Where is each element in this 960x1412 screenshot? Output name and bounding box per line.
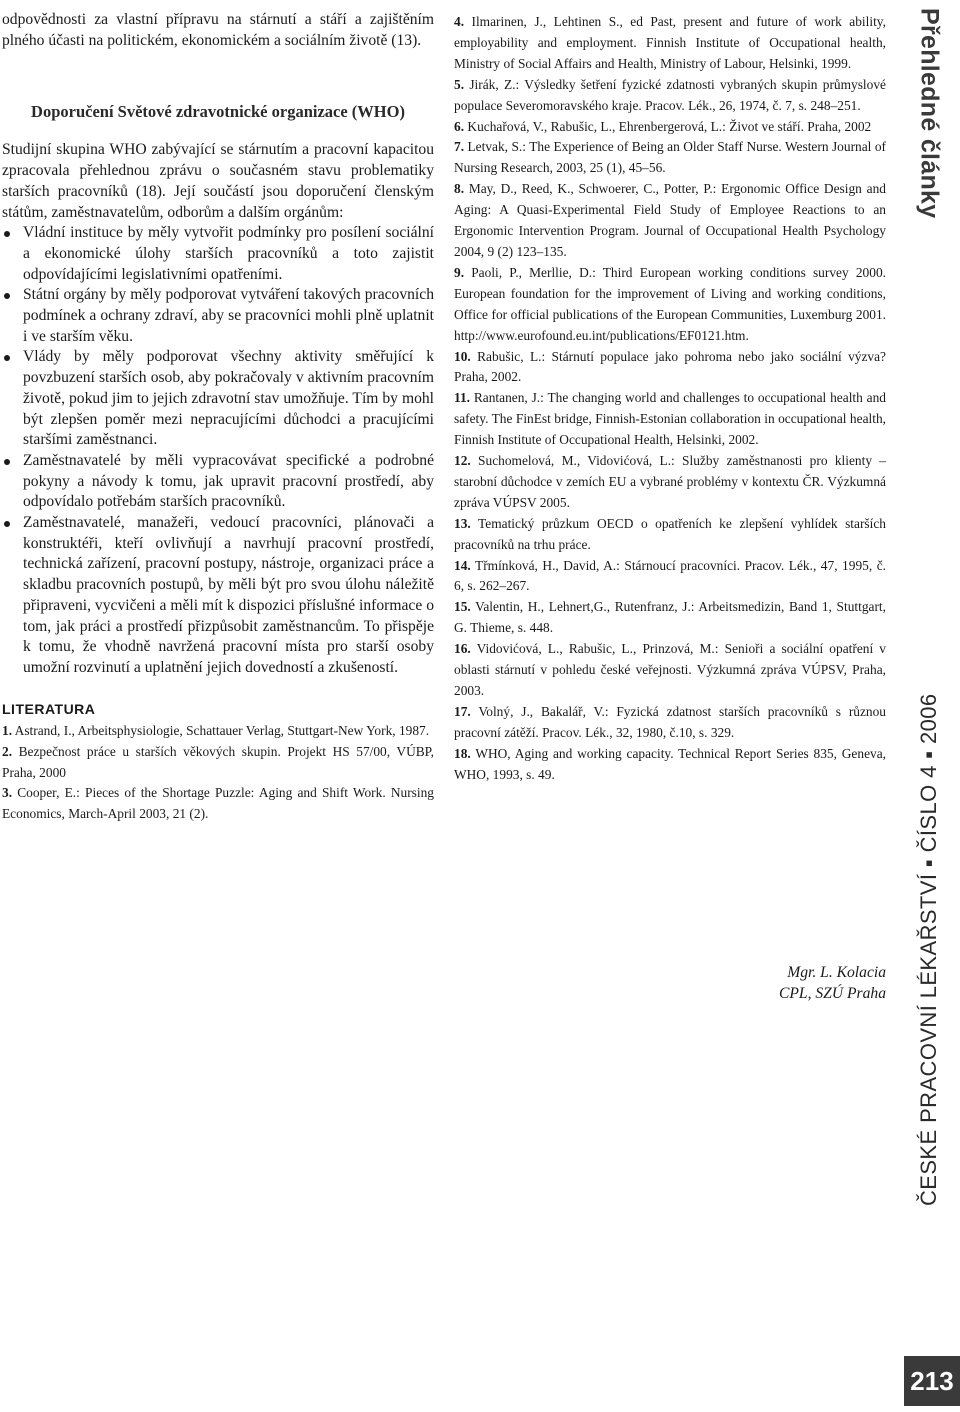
reference-number: 8. [454,181,465,197]
reference-number: 7. [454,139,465,155]
reference-item [454,597,886,639]
reference-item [2,742,434,784]
list-item [2,285,434,347]
reference-text: May, D., Reed, K., Schwoerer, C., Potter, P.: Ergonomic Office Design and Aging: A Quasi-Experimental Field Study of Employee Reactions to an Ergonomic Intervention Program. Journal of Occupational Health Psychology 2004, 9 (2) 123–135. [454,181,886,259]
reference-item [454,744,886,786]
reference-text: Bezpečnost práce u starších věkových skupin. Projekt HS 57/00, VÚBP, Praha, 2000 [2,743,434,780]
reference-item [454,179,886,263]
reference-number: 10. [454,348,471,364]
reference-item [454,347,886,389]
reference-item [2,783,434,825]
author-name: Mgr. L. Kolacia [787,964,886,981]
bullet-icon [4,521,10,527]
reference-item [454,514,886,556]
section-label-vertical: Přehledné články [915,8,944,219]
reference-text: Třmínková, H., David, A.: Stárnoucí pracovníci. Pracov. Lék., 47, 1995, č. 6, s. 262–267. [454,557,886,594]
reference-item [454,556,886,598]
list-item [2,451,434,513]
right-column [454,12,886,786]
reference-number: 12. [454,453,471,469]
who-paragraph: Studijní skupina WHO zabývající se stárnutím a pracovní kapacitou zpracovala přehlednou zprávu o současném stavu problematiky starších pracovníků (18). Její součástí jsou doporučení členským státům, zaměstnavatelům, odborům a dalším orgánům: [2,141,434,221]
bullet-icon [4,459,10,465]
list-item-text: Vlády by měly podporovat všechny aktivity směřující k povzbuzení starších osob, aby pokračovaly v aktivním pracovním životě, pokud jim to jejich zdravotní stav umožňuje. Tím by mohl být zlepšen poměr mezi nepracujícími důchodci a pracujícími staršími zaměstnanci. [23,348,434,449]
author-signature [454,962,886,1004]
reference-text: Kuchařová, V., Rabušic, L., Ehrenbergerová, L.: Život ve stáří. Praha, 2002 [467,118,872,134]
reference-number: 16. [454,641,471,657]
list-item [2,347,434,451]
reference-item [454,137,886,179]
reference-text: Jirák, Z.: Výsledky šetření fyzické zdatnosti vybraných skupin průmyslové populace Severomoravského kraje. Pracov. Lék., 26, 1974, č. 7, s. 248–251. [454,76,886,113]
reference-number: 2. [2,743,13,759]
reference-number: 17. [454,703,471,719]
reference-number: 1. [2,722,13,738]
reference-item [2,721,434,742]
list-item-text: Vládní instituce by měly vytvořit podmínky pro posílení sociální a ekonomické úlohy starších pracovníků a toto zajistit odpovídajícími legislativními opatřeními. [23,224,434,283]
reference-number: 5. [454,76,465,92]
reference-number: 3. [2,785,13,801]
list-item [2,513,434,679]
list-item-text: Státní orgány by měly podporovat vytváření takových pracovních podmínek a ochrany zdraví, aby se pracovníci mohli plně uplatnit i ve starším věku. [23,286,434,345]
list-item-text: Zaměstnavatelé, manažeři, vedoucí pracovníci, plánovači a konstruktéři, kteří ovlivňují a navrhují pracovní prostředí, technická zařízení, pracovní postupy, nástroje, organizaci práce a skladbu pracovních postupů, by měli být pro svou úlohu náležitě připraveni, vycvičeni a měli mít k dispozici příslušné informace o tom, jak práci a prostředí přizpůsobit zaměstnancům. To přispěje k tomu, že vhodně navržená pracovní místa pro starší osoby umožní rozvinutí a uplatnění jejich dovedností a zkušeností. [23,514,434,676]
reference-number: 15. [454,599,471,615]
bullet-icon [4,231,10,237]
reference-item [454,75,886,117]
reference-text: Letvak, S.: The Experience of Being an Older Staff Nurse. Western Journal of Nursing Research, 2003, 25 (1), 45–56. [454,139,886,176]
page-number: 213 [904,1356,960,1406]
bullet-icon [4,355,10,361]
reference-text: Ilmarinen, J., Lehtinen S., ed Past, present and future of work ability, employability and employment. Finnish Institute of Occupational health, Ministry of Social Affairs and Health, Ministry of Labour, Helsinki, 1999. [454,14,886,71]
reference-text: Rantanen, J.: The changing world and challenges to occupational health and safety. The FinEst bridge, Finnish-Estonian collaboration in occupational health, Finnish Institute of Occupational Health, Helsinki, 2002. [454,390,886,448]
reference-number: 18. [454,745,471,761]
reference-text: Tematický průzkum OECD o opatřeních ke zlepšení vyhlídek starších pracovníků na trhu práce. [454,515,887,552]
intro-paragraph: odpovědnosti za vlastní přípravu na stárnutí a stáří a zajištěním plného účasti na politickém, ekonomickém a sociálním životě (13). [2,11,434,49]
reference-item [454,263,886,347]
reference-number: 4. [454,14,465,29]
literature-heading: LITERATURA [2,700,96,717]
reference-text: Suchomelová, M., Vidovićová, L.: Služby zaměstnanosti pro klienty – starobní důchodce v zemích EU a vybrané problémy v kontextu ČR. Výzkumná zpráva VÚPSV 2005. [454,453,886,510]
reference-item [454,451,886,514]
section-heading-who: Doporučení Světové zdravotnické organizace (WHO) [31,102,405,122]
reference-item [454,702,886,744]
reference-text: Cooper, E.: Pieces of the Shortage Puzzle: Aging and Shift Work. Nursing Economics, March-April 2003, 21 (2). [2,785,434,822]
journal-label-vertical: ČESKÉ PRACOVNÍ LÉKAŘSTVÍ ▪ ČÍSLO 4 ▪ 2006 [916,693,941,1206]
reference-item [454,388,886,451]
author-affiliation: CPL, SZÚ Praha [778,985,886,1002]
reference-number: 9. [454,264,465,280]
left-column [2,10,434,825]
reference-text: Valentin, H., Lehnert,G., Rutenfranz, J.: Arbeitsmedizin, Band 1, Stuttgart, G. Thieme, s. 448. [454,599,886,636]
bullet-icon [4,293,10,299]
recommendation-list [2,223,434,678]
list-item [2,223,434,285]
reference-number: 11. [454,390,470,406]
list-item-text: Zaměstnavatelé by měli vypracovávat specifické a podrobné pokyny a návody k tomu, jak upravit pracovní prostředí, aby odpovídalo potřebám starších pracovníků. [23,451,434,511]
reference-text: Rabušic, L.: Stárnutí populace jako pohroma nebo jako sociální výzva? Praha, 2002. [454,348,886,385]
reference-item [454,12,886,75]
reference-item [454,639,886,702]
reference-text: Astrand, I., Arbeitsphysiologie, Schattauer Verlag, Stuttgart-New York, 1987. [14,722,430,738]
reference-number: 14. [454,557,471,573]
reference-number: 6. [454,118,465,134]
reference-text: Volný, J., Bakalář, V.: Fyzická zdatnost starších pracovníků s různou pracovní zátěží. Pracov. Lék., 32, 1980, č.10, s. 329. [454,703,886,740]
reference-text: WHO, Aging and working capacity. Technical Report Series 835, Geneva, WHO, 1993, s. 49. [454,745,886,782]
reference-number: 13. [454,515,471,531]
reference-item [454,117,886,138]
reference-text: Paoli, P., Merllie, D.: Third European working conditions survey 2000. European foundation for the improvement of Living and working conditions, Office for official publications of the European Communities, Luxemburg 2001. http://www.eurofound.eu.int/publications/EF0121.htm. [454,264,886,343]
reference-text: Vidovićová, L., Rabušic, L., Prinzová, M.: Senioři a sociální opatření v oblasti stárnutí v pohledu české veřejnosti. Výzkumná zpráva VÚPSV, Praha, 2003. [454,641,887,698]
